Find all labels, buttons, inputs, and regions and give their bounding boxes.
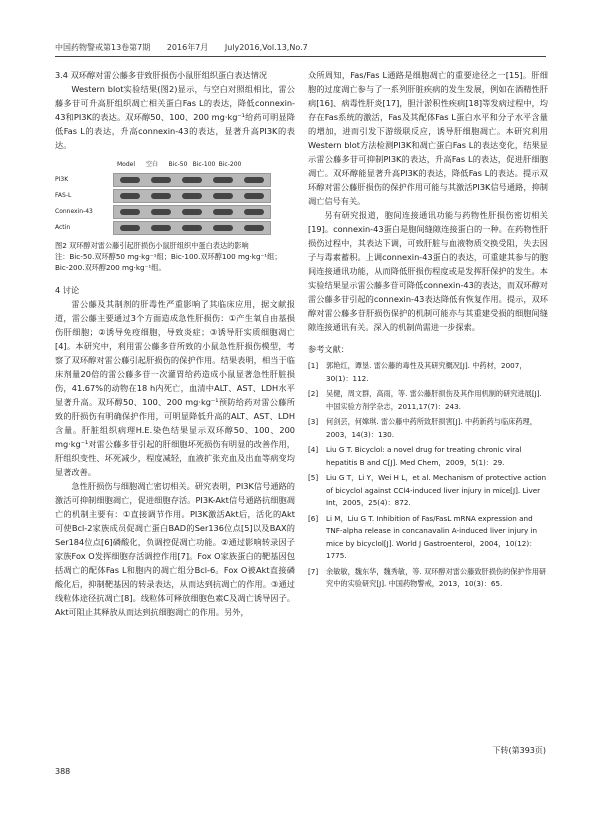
figure-caption [55,240,295,273]
blot-row-label: FAS-L [55,192,72,199]
right-column [308,68,548,594]
section-3-4-body: Western blot实验结果(图2)显示，与空白对照组相比，雷公藤多苷可升高肝组织凋亡相关蛋白Fas L的表达，降低connexin-43和PI3K的表达。双环醇50、100、200 mg·kg⁻¹给药可明显降低Fas L的表达，升高connexin-43的表达，显著升高PI3K的表达。 [55,84,295,150]
page-number: 388 [55,767,71,776]
western-blot-figure [55,160,295,273]
journal-name: 中国药物警戒第13卷第7期 [55,43,151,52]
blot-column-labels [113,160,295,172]
blot-band-strip [113,189,271,203]
blot-row [55,188,295,204]
blot-col-label: Model [116,161,135,168]
blot-col-label: 空白 [145,161,158,168]
reference-item: [7] 余敏敏，魏东华，魏秀敏，等. 双环醇对雷公藤致肝损伤的保护作用研究中的实验研究[J]. 中国药物警戒，2013，10(3)：65. [308,566,547,588]
left-column [55,68,295,619]
blot-band-strip [113,221,271,235]
blot-row-label: Connexin-43 [55,208,93,215]
reference-list [308,360,548,591]
references-title: 参考文献： [308,344,349,354]
reference-item: [3] 何剑芸，何嫦琪. 雷公藤中药所致肝损害[J]. 中药新药与临床药理，2003，14(3)：130. [308,417,537,439]
blot-row [55,204,295,220]
blot-band-strip [113,173,271,187]
blot-row-label: Actin [55,224,71,231]
continued-note: 下转(第393页) [492,746,546,755]
blot-row [55,220,295,236]
reference-item: [4] Liu G T. Bicyclol: a novel drug for treating chronic viral hepatitis B and C[J]. Med Chem，2009，5(1)：29. [308,445,522,467]
discussion-paragraph: 众所周知，Fas/Fas L通路是细胞凋亡的重要途径之一[15]。肝细胞的过度凋亡参与了一系列肝脏疾病的发生发展，例如在酒精性肝病[16]、病毒性肝炎[17]，胆汁淤积性疾病[18]等发病过程中，均存在Fas系统的激活，Fas及其配体Fas L蛋白水平和分子水平含量的增加，进而引发下游级联反应，诱导肝细胞凋亡。本研究利用Western blot方法检测PI3K和凋亡蛋白Fas L的表达变化，结果显示雷公藤多苷可抑制PI3K的表达，升高Fas L的表达，促进肝细胞凋亡。双环醇能显著升高PI3K的表达，降低Fas L的表达。提示双环醇对雷公藤肝损伤的保护作用可能与其激活PI3K信号通路，抑制凋亡信号有关。 [308,70,548,206]
issue-en: July2016,Vol.13,No.7 [224,43,308,52]
blot-row-label: PI3K [55,176,69,183]
reference-item: [5] Liu G T，Li Y，Wei H L，et al. Mechanism of protective action of bicyclol against CCl4-induced liver injury in mice[J]. Liver Int，2005，25(4)：872. [308,473,547,507]
reference-item: [6] Li M，Liu G T. Inhibition of Fas/FasL mRNA expression and TNF-alpha release in concanavalin A-induced liver injury in mice by bicyclol[J]. World J Gastroenterol，2004，10(12)：1775. [308,513,538,560]
discussion-paragraph: 另有研究报道，胞间连接通讯功能与药物性肝损伤密切相关[19]。connexin-43蛋白是胞间缝隙连接蛋白的一种。在药物性肝损伤过程中，其表达下调，可致肝脏与血液物质交换受阻，失去因子与毒素蓄积。上调connexin-43蛋白的表达，可重建其参与的胞间连接通讯功能，从而降低肝损伤程度或是发挥肝保护的发生。本实验结果显示雷公藤多苷可降低connexin-43的表达，而双环醇对雷公藤多苷引起的connexin-43表达降低有恢复作用。提示，双环醇对雷公藤多苷肝损伤保护的机制可能亦与其重建受损的细胞间缝隙连接通讯有关。深入的机制尚需进一步探索。 [308,210,548,332]
blot-col-label: Bic-200 [218,161,242,168]
section-3-4-title: 3.4 双环醇对雷公藤多苷致肝损伤小鼠肝组织蛋白表达情况 [55,70,268,80]
discussion-paragraph: 急性肝损伤与细胞凋亡密切相关。研究表明，PI3K信号通路的激活可抑制细胞凋亡，促进细胞存活。PI3K-Akt信号通路抗细胞凋亡的机制主要有：①直接调节作用。PI3K激活Akt后，活化的Akt可使Bcl-2家族成员促凋亡蛋白BAD的Ser136位点[5]以及BAX的Ser184位点[6]磷酸化，负调控促凋亡功能。②通过影响转录因子家族Fox O发挥细胞存活调控作用[7]。Fox O家族蛋白的靶基因包括凋亡的配体Fas L和胞内的凋亡组分Bcl-6。Fox O被Akt直接磷酸化后，抑制靶基因的转录表达，从而达到抗凋亡的作用。③通过线粒体途径抗凋亡[8]。线粒体可释放细胞色素C及凋亡诱导因子。Akt可阻止其释放从而达到抗细胞凋亡的作用。另外， [55,481,295,617]
issue-date: 2016年7月 [166,43,209,52]
blot-col-label: Bic-100 [192,161,216,168]
reference-item: [2] 吴健，周文群，高雨，等. 雷公藤肝损伤及其作用机制的研究进展[J]. 中国实验方剂学杂志，2011,17(7)：243. [308,389,542,411]
figure-title: 图2 双环醇对雷公藤引起肝损伤小鼠肝组织中蛋白表达的影响 [55,241,249,250]
blot-col-label: Bic-50 [168,161,188,168]
running-header [55,42,546,57]
reference-item: [1] 郭艳红，谭垦. 雷公藤的毒性及其研究概况[J]. 中药材，2007，30(1)：112. [308,361,527,383]
figure-note: 注：Bic-50.双环醇50 mg·kg⁻¹组；Bic-100.双环醇100 mg·kg⁻¹组；Bic-200.双环醇200 mg·kg⁻¹组。 [55,252,282,272]
section-4-title: 4 讨论 [55,285,80,295]
blot-row [55,172,295,188]
discussion-paragraph: 雷公藤及其制剂的肝毒性严重影响了其临床应用，据文献报道，雷公藤主要通过3个方面造成急性肝损伤：①产生氧自由基损伤肝细胞；②诱导免疫细胞，导致炎症；③诱导肝实质细胞凋亡[4]。本研究中，利用雷公藤多苷所致的小鼠急性肝损伤模型，考察了双环醇对雷公藤引起肝损伤的保护作用。结果表明，相当于临床剂量20倍的雷公藤多苷一次灌胃给药造成小鼠显著急性肝脏损伤，41.67%的动物在18 h内死亡，血清中ALT、AST、LDH水平显著升高。双环醇50、100、200 mg·kg⁻¹预防给药对雷公藤所致的肝损伤有明确保护作用，可明显降低升高的ALT、AST、LDH含量。肝脏组织病理H.E.染色结果显示双环醇50、100、200 mg·kg⁻¹对雷公藤多苷引起的肝细胞坏死损伤有明显的改善作用，肝组织变性、坏死减少，程度减轻，血液扩张充血及出血等病变均显著改善。 [55,299,295,477]
blot-band-strip [113,205,271,219]
